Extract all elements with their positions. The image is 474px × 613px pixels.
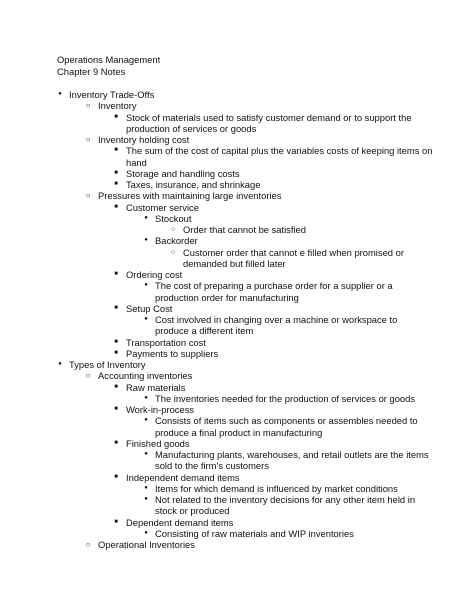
outline-text: Transportation cost [126,336,206,348]
outline-text: Items for which demand is influenced by market conditions [155,482,398,494]
bullet-icon: ■ [114,349,118,356]
outline-text: Stock of materials used to satisfy customer demand or to support the [126,111,412,123]
outline-text: production of services or goods [126,122,257,134]
bullet-icon: ○ [85,371,91,381]
outline-text: Not related to the inventory decisions for any other item held in [155,494,416,505]
bullet-icon: ■ [114,304,118,311]
outline-text: The sum of the cost of capital plus the variables costs of keeping items on [126,145,433,157]
bullet-icon: ■ [114,181,118,187]
outline-text: The inventories needed for the production of services or goods [155,392,416,404]
bullet-icon: ■ [114,338,118,345]
outline-text: Inventory [98,100,137,112]
outline-text: production order for manufacturing [155,291,299,303]
outline-text: stock or produced [155,505,230,517]
bullet-icon: ○ [170,248,176,256]
outline-text: Raw materials [126,381,186,393]
bullet-icon: ■ [114,203,118,210]
outline-text: hand [126,156,147,168]
outline-text: produce a final product in manufacturing [155,426,323,438]
outline-text: Payments to suppliers [126,347,219,359]
outline-text: The cost of preparing a purchase order for a supplier or a [155,280,393,292]
outline-text: Manufacturing plants, warehouses, and retail outlets are the items [155,449,429,460]
bullet-icon: ● [144,282,148,289]
outline-text: Consists of items such as components or assembles needed to [155,415,418,427]
bullet-icon: ■ [114,271,118,277]
outline-text: Consisting of raw materials and WIP inventories [155,527,354,539]
bullet-icon: ● [144,237,148,244]
bullet-icon: ● [144,316,148,322]
outline-text: Backorder [155,235,198,247]
outline-text: demanded but filled later [183,257,286,269]
outline-text: Setup Cost [126,302,173,314]
document-title: Operations Management [57,54,161,65]
bullet-icon: ■ [114,406,118,412]
outline-text: sold to the firm’s customers [155,460,269,472]
bullet-icon: ■ [114,473,118,480]
bullet-icon: ■ [114,439,118,446]
outline-text: Cost involved in changing over a machine or workspace to [155,314,398,325]
bullet-icon: ● [144,394,148,401]
bullet-icon: ○ [170,226,176,233]
bullet-icon: ● [144,484,148,491]
bullet-icon: ○ [85,191,91,201]
outline-text: Inventory Trade-Offs [69,89,155,100]
outline-text: Storage and handling costs [126,167,240,179]
outline-text: Stockout [155,212,192,224]
outline-text: produce a different item [155,325,254,337]
bullet-icon: ■ [114,383,118,390]
bullet-icon: ■ [114,147,118,154]
bullet-icon: ● [58,361,62,367]
bullet-icon: ● [58,91,62,97]
outline-text: Operational Inventories [98,539,195,550]
bullet-icon: ● [144,417,148,424]
bullet-icon: ○ [85,540,91,549]
outline-text: Work-in-process [126,404,195,415]
outline-text: Types of Inventory [69,359,146,370]
bullet-icon: ○ [85,101,91,111]
bullet-icon: ● [144,496,148,502]
outline-text: Independent demand items [126,471,240,483]
outline-text: Ordering cost [126,269,183,280]
bullet-icon: ■ [114,113,118,120]
bullet-icon: ■ [114,518,118,525]
outline-text: Dependent demand items [126,516,234,528]
outline-text: Order that cannot be satisfied [183,224,306,235]
bullet-icon: ● [144,451,148,457]
bullet-icon: ● [144,529,148,536]
outline-text: Taxes, insurance, and shrinkage [126,179,261,190]
outline-text: Customer service [126,201,199,213]
bullet-icon: ○ [85,135,91,144]
outline-text: Customer order that cannot e filled when promised or [183,246,404,258]
outline-text: Pressures with maintaining large inventories [98,190,282,202]
outline-text: Finished goods [126,437,190,449]
bullet-icon: ● [144,214,148,221]
outline-text: Inventory holding cost [98,134,190,145]
outline-text: Accounting inventories [98,370,193,382]
bullet-icon: ■ [114,169,118,176]
document-subtitle: Chapter 9 Notes [57,66,126,77]
